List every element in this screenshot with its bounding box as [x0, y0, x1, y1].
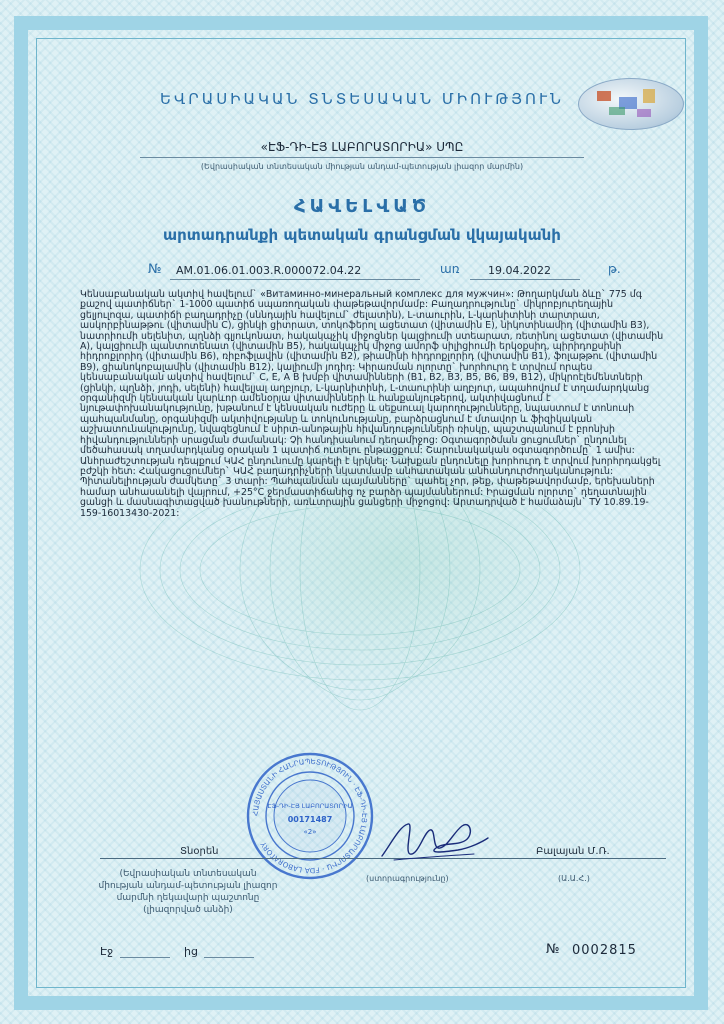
footer-number: 0002815: [572, 943, 637, 958]
sheet-underline: [120, 957, 170, 958]
eaeu-emblem-icon: [578, 78, 684, 130]
stamp-center-index: «2»: [303, 828, 317, 836]
laboratory-stamp: [246, 752, 374, 880]
of-underline: [204, 957, 254, 958]
stamp-outer-text: ՀԱՅԱՍՏԱՆԻ ՀԱՆՐԱՊԵՏՈՒԹՅՈՒՆ · ԷՖ-ԴԻ-ԷՅ ԼԱԲՈՐԱՏՈՐԻԱ · FDA LABORATORY: [250, 756, 370, 876]
document-subtitle: արտադրանքի պետական գրանցման վկայականի: [163, 226, 561, 244]
laboratory-note: (Եվրասիական տնտեսական միության անդամ-պետության լիազոր մարմին): [200, 162, 524, 171]
laboratory-name: «ԷՖ-ԴԻ-ԷՅ ԼԱԲՈՐԱՏՈՐԻԱ» ՍՊԸ: [260, 140, 464, 154]
signature-caption: (ստորագրությունը): [366, 874, 449, 883]
director-label: Տնօրեն: [180, 846, 219, 857]
union-title: ԵՎՐԱՍԻԱԿԱՆ ՏՆՏԵՍԱԿԱՆ ՄԻՈՒԹՅՈՒՆ: [160, 90, 564, 108]
head-caption: (Եվրասիական տնտեսական միության անդամ-պետության լիազոր մարմնի ղեկավարի պաշտոնը (լիազորված անձի): [98, 869, 278, 915]
certificate-number: AM.01.06.01.003.R.000072.04.22: [176, 264, 362, 277]
laboratory-underline: [140, 157, 584, 158]
year-label: թ.: [608, 262, 621, 276]
number-underline: [170, 279, 420, 280]
footer-number-label: №: [546, 942, 560, 957]
name-caption: (Ա.Ա.Հ.): [558, 874, 590, 883]
of-label: ից: [184, 945, 198, 958]
product-description: [80, 290, 668, 519]
sheet-label: Էջ: [100, 945, 114, 958]
director-name: Բալայան Մ.Ռ.: [536, 846, 610, 857]
date-label: առ: [440, 262, 460, 276]
date-underline: [470, 279, 580, 280]
product-description-text: Կենսաբանական ակտիվ հավելում` «Витаминно-минеральный комплекс для мужчин»: Թողարկման ձևը` 775 մգ քաշով պատիճներ` 1-1000 պատիճ սպառողական փաթեթավորմամբ: Բաղադրությունը` միկրոբյուրեղային ցելյուլոզա, պատիճի բաղադրիչը (սննդային հավելում` ժելատին), L-տաուրին, L-կարնիտինի տարտրատ, ասկորբինաթթու (վիտամին C), ցինկի ցիտրատ, տոկոֆերոլ ացետատ (վիտամին E), նիկոտինամիդ (վիտամին B3), նատրիումի սելենիտ, պղնձի գլյուկոնատ, հակակպչիկ միջոցներ կալցիումի ստեարատ, ռետինոլ ացետատ (վիտամին A), կալցիումի պանտոտենատ (վիտամին B5), հակակպչիկ միջոց ամորֆ սիլիցիումի երկօքսիդ, պիրիդոքսինի հիդրոքլորիդ (վիտամին B6), ռիբոֆլավին (վիտամին B2), թիամինի հիդրոքլորիդ (վիտամին B1), ֆոլաթթու (վիտամին B9), ցիանոկոբալամին (վիտամին B12), կալիումի յոդիդ: Կիրառման ոլորտը` խորհուրդ է տրվում որպես կենսաբանական ակտիվ հավելում` C, E, A B խմբի վիտամինների (B1, B2, B3, B5, B6, B9, B12), միկրոէլեմենտների (ցինկի, պղնձի, յոդի, սելենի) հավելյալ աղբյուր, L-կարնիտինի, L-տաուրինի աղբյուր, ապահովում է տղամարդկանց օրգանիզմի կենսական կարևոր ամենօրյա վիտամինների և հանքանյութերով, ակտիվացնում է նյութափոխանակությունը, խթանում է կենսական ուժերը և սեքսուալ կարողությունները, նպաստում է տոնուսի պահպանմանը, օրգանիզմի ակտիվությանը և տոկունությանը, բարձրացնում է մտավոր և ֆիզիկական աշխատունակությունը, նվազեցնում է սիրտ-անոթային հիվանդությունների ռիսկը, պաշտպանում է բրոնխի հիվանդությունների սրացման ժամանակ: Չի հանդիսանում դեղամիջոց: Օգտագործման ցուցումներ` ընդունել մեծահասակ տղամարդկանց օրական 1 պատիճ ուտելու ընթացքում: Շարունակական օգտագործումը` 1 ամիս: Անհրաժեշտության դեպքում ԿԱՀ ընդունումը կարելի է կրկնել: Նախքան ընդունելը խորհուրդ է տրվում խորհրդակցել բժշկի հետ: Հակացուցումներ` ԿԱՀ բաղադրիչների նկատմամբ անհատական անհանդուրժողականություն: Պիտանելիության ժամկետը` 3 տարի: Պահպանման պայմանները` պահել չոր, թեք, փաթեթավորմամբ, երեխաների համար անհասանելի վայրում, +25°C ջերմաստիճանից ոչ բարձր պայմաններում: Իրացման ոլորտը` դեղատնային ցանցի և մասնագիտացված խանութների, առևտրային ցանցերի միջոցով: Արտադրված է համաձայն` ТУ 10.89.19-159-16013430-2021:: [80, 289, 664, 519]
document-title: ՀԱՎԵԼՎԱԾ: [293, 196, 431, 217]
handwritten-signature: [374, 812, 494, 868]
stamp-center-number: 00171487: [287, 815, 333, 824]
stamp-center-name: ԷՖ-ԴԻ-ԷՅ ԼԱԲՈՐԱՏՈՐԻԱ: [267, 802, 353, 810]
number-label: №: [148, 262, 162, 277]
certificate-date: 19.04.2022: [488, 264, 551, 277]
